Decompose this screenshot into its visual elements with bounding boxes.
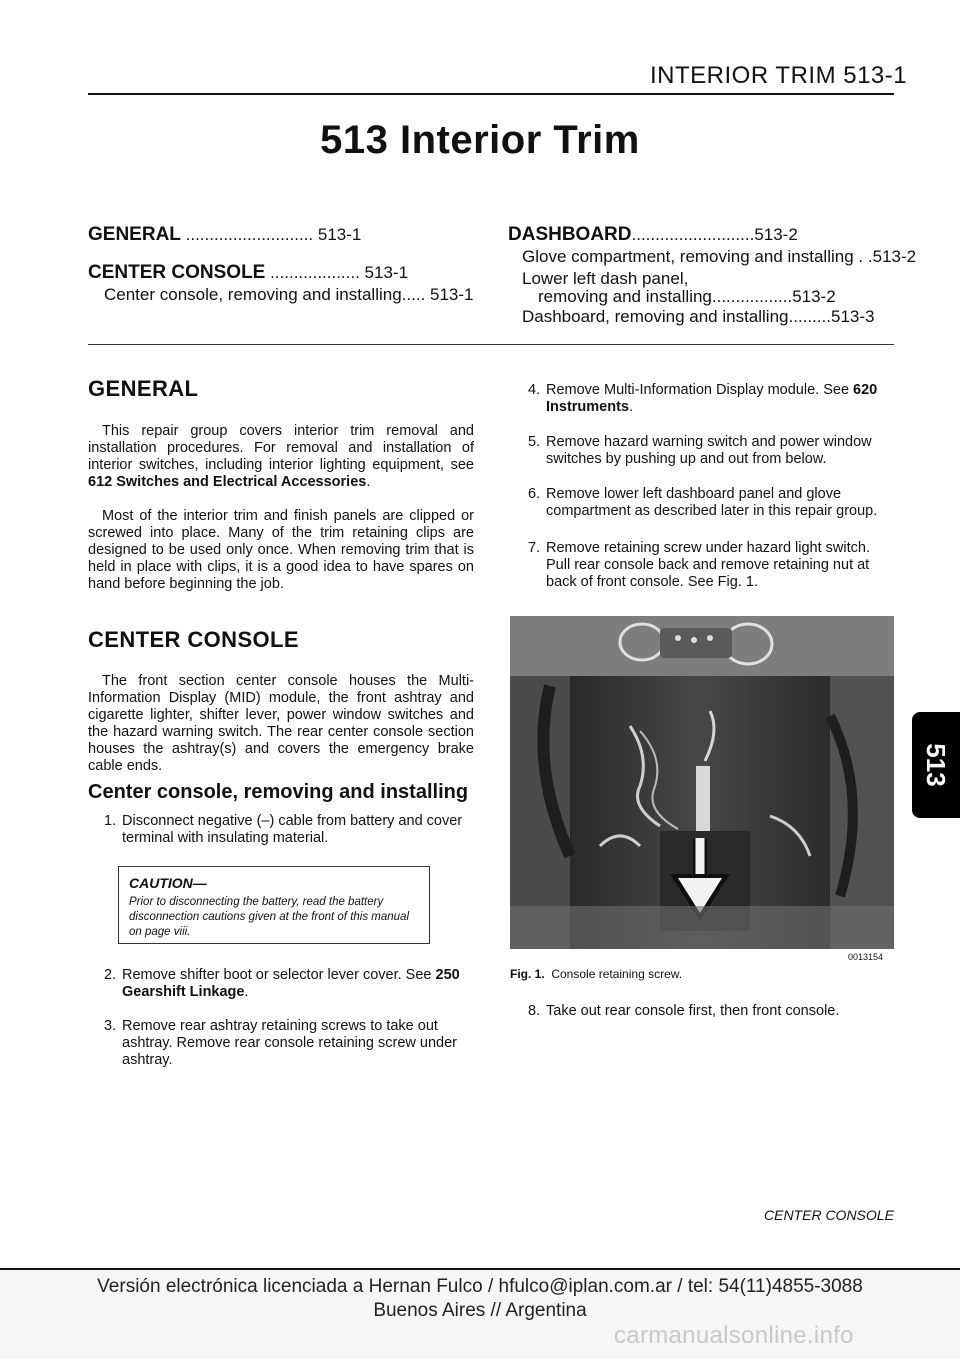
general-paragraph-1 (88, 423, 474, 491)
toc-label: CENTER CONSOLE (88, 262, 266, 283)
step-6 (528, 486, 894, 520)
figure-photo (510, 616, 894, 949)
step-number: 2. (104, 967, 117, 983)
step-number: 7. (528, 540, 541, 556)
toc-page: 513-2 (792, 287, 836, 306)
toc-entry-dashboard-removing[interactable] (522, 306, 875, 327)
toc-dots: ................. (711, 287, 793, 306)
figure-caption-text: Console retaining screw. (551, 967, 683, 981)
step-number: 8. (528, 1003, 541, 1019)
step-text: Remove rear ashtray retaining screws to take out ashtray. Remove rear console retaining screw under ashtray. (122, 1018, 458, 1068)
step-text: Take out rear console first, then front console. (546, 1003, 840, 1019)
toc-page: .513-2 (749, 225, 798, 244)
step-4 (528, 382, 894, 416)
step-number: 6. (528, 486, 541, 502)
toc-page: 513-2 (872, 247, 917, 266)
general-heading: GENERAL (88, 376, 199, 401)
toc-dots: ......... (788, 307, 832, 326)
toc-rule (88, 344, 894, 345)
general-p1-text: This repair group covers interior trim removal and installation procedures. For removal and installation of interior switches, including interior lighting equipment, see (88, 423, 474, 473)
step-2 (104, 967, 476, 1001)
toc-entry-center-console[interactable] (88, 262, 408, 283)
caution-title: CAUTION— (129, 875, 207, 891)
step-text: Remove Multi-Information Display module. See (546, 382, 854, 398)
step-ref[interactable]: 620 Instruments (546, 382, 878, 415)
toc-page: 513-1 (313, 225, 362, 244)
toc-dots: ........................... (180, 225, 314, 244)
center-console-heading: CENTER CONSOLE (88, 627, 299, 652)
toc-entry-center-console-removing[interactable] (104, 284, 474, 305)
step-text: Remove hazard warning switch and power window switches by pushing up and out from below. (546, 434, 872, 467)
toc-page: 513-3 (831, 307, 875, 326)
toc-label: GENERAL (88, 224, 181, 245)
step-ref[interactable]: 250 Gearshift Linkage (122, 967, 460, 1000)
step-number: 5. (528, 434, 541, 450)
figure-caption (510, 967, 682, 981)
step-text: Disconnect negative (–) cable from battery and cover terminal with insulating material. (122, 813, 463, 846)
procedure-heading: Center console, removing and installing (88, 781, 469, 803)
header-rule (88, 93, 894, 95)
step-number: 1. (104, 813, 117, 829)
toc-entry-glove-compartment[interactable] (522, 246, 916, 267)
toc-label: removing and installing (538, 287, 712, 306)
footer-section-label: CENTER CONSOLE (764, 1207, 894, 1223)
step-number: 4. (528, 382, 541, 398)
general-p1-ref[interactable]: 612 Switches and Electrical Accessories (88, 474, 367, 490)
general-paragraph-2: Most of the interior trim and finish panels are clipped or screwed into place. Many of the trim retaining clips are designed to be used only once. When removing trim that is held in place with clips, it is a good idea to have spares on hand before beginning the job. (88, 508, 474, 592)
toc-page: 513-1 (359, 263, 409, 282)
step-8 (528, 1003, 894, 1021)
caution-text: Prior to disconnecting the battery, read the battery disconnection cautions given at the front of this manual on page viii. (129, 896, 410, 938)
center-console-paragraph: The front section center console houses the Multi-Information Display (MID) module, the front ashtray and cigarette lighter, shifter lever, power window switches and the hazard warning switch. The rear center console section houses the ashtray(s) and covers the emergency brake cable ends. (88, 673, 474, 774)
photo-id: 0013154 (848, 952, 884, 962)
step-text: Remove retaining screw under hazard light switch. Pull rear console back and remove retaining nut at back of front console. See Fig. 1. (546, 540, 870, 590)
step-text: Remove lower left dashboard panel and glove compartment as described later in this repair group. (546, 486, 878, 519)
toc-entry-lower-left-dash-removing[interactable] (538, 286, 836, 307)
toc-label: Dashboard, removing and installing (522, 307, 789, 326)
figure-label: Fig. 1. (510, 967, 545, 981)
section-tab-label: 513 (921, 743, 951, 787)
page-title: 513 Interior Trim (320, 118, 640, 162)
toc-dots: ................... (265, 263, 360, 282)
console-photo-illustration (510, 616, 894, 949)
toc-dots: ......................... (631, 225, 750, 244)
toc-label: Glove compartment, removing and installing (522, 247, 854, 266)
step-7 (528, 540, 894, 592)
toc-label: Center console, removing and installing (104, 285, 402, 304)
step-number: 3. (104, 1018, 117, 1034)
step-3 (104, 1018, 476, 1070)
caution-box (118, 866, 430, 944)
toc-entry-dashboard[interactable] (508, 224, 798, 245)
watermark: carmanualsonline.info (614, 1322, 854, 1349)
toc-dots: . . (853, 247, 873, 266)
toc-label: Lower left dash panel, (522, 269, 689, 288)
toc-entry-general[interactable] (88, 224, 361, 245)
toc-label: DASHBOARD (508, 224, 632, 245)
license-line-1: Versión electrónica licenciada a Hernan Fulco / hfulco@iplan.com.ar / tel: 54(11)4855-3088 (97, 1276, 863, 1297)
toc-page: 513-1 (425, 285, 474, 304)
section-tab[interactable] (912, 712, 960, 818)
step-text: Remove shifter boot or selector lever cover. See (122, 967, 436, 983)
step-text-wrap: Remove Multi-Information Display module. See 620 Instruments. (546, 382, 878, 415)
general-p1-end: . (366, 474, 371, 490)
license-line-2: Buenos Aires // Argentina (373, 1300, 587, 1321)
step-5 (528, 434, 894, 468)
step-1 (104, 813, 476, 847)
toc-dots: ..... (401, 285, 426, 304)
step-text-wrap: Remove shifter boot or selector lever cover. See 250 Gearshift Linkage. (122, 967, 460, 1000)
running-header: INTERIOR TRIM 513-1 (650, 62, 908, 89)
